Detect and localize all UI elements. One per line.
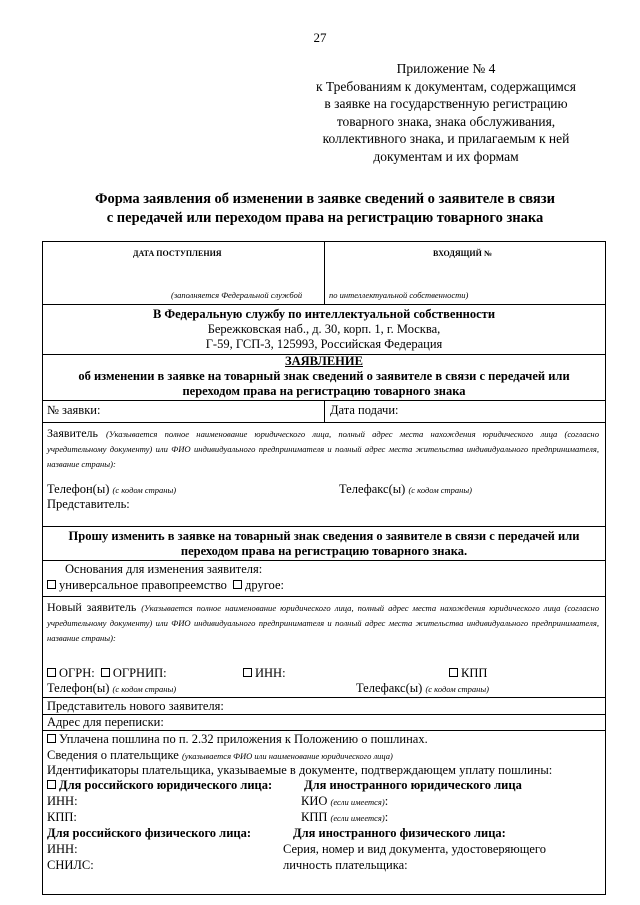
fax-note: (с кодом страны) <box>425 684 489 694</box>
inn-field <box>243 666 286 681</box>
foreign-legal-entity-label: Для иностранного юридического лица <box>304 778 522 792</box>
phone-note: (с кодом страны) <box>112 684 177 694</box>
phone-note: (с кодом страны) <box>112 485 177 495</box>
universal-succession-label: универсальное правопреемство <box>59 578 227 592</box>
ru-individual-label: Для российского физического лица: <box>47 826 252 840</box>
kpp-label: КПП <box>461 666 488 680</box>
grounds-title: Основания для изменения заявителя: <box>65 562 263 576</box>
snils-field[interactable]: СНИЛС: <box>47 858 94 872</box>
grounds-options <box>47 578 284 593</box>
ogrnip-label: ОГРНИП: <box>112 666 167 680</box>
statement-subtitle: об изменении в заявке на товарный знак сведений о заявителе в связи с передачей или <box>78 369 570 383</box>
new-representative-field[interactable]: Представитель нового заявителя: <box>47 699 224 713</box>
kio-field[interactable]: КИО (если имеется): <box>301 794 389 808</box>
form-title <box>40 190 610 228</box>
new-applicant-fax-field[interactable] <box>356 681 489 697</box>
recipient-title: В Федеральную службу по интеллектуальной собственности <box>152 307 496 321</box>
inn-label: ИНН: <box>255 666 286 680</box>
ru-legal-entity-checkbox[interactable] <box>47 780 56 789</box>
kio-note: (если имеется) <box>330 797 385 807</box>
ru-legal-entity-label: Для российского юридического лица: <box>59 778 273 792</box>
new-applicant-note: (Указывается полное наименование юридического лица, полный адрес места нахождения юридического лица (согласно учредительному документу) или ФИО индивидуального предпринимателя и полный адрес места жительства индивидуального предпринимателя, название страны): <box>47 603 599 643</box>
appendix-title: Приложение № 4 <box>396 61 496 76</box>
appendix-line: товарного знака, знака обслуживания, <box>336 113 556 129</box>
divider <box>43 560 605 561</box>
recipient-address-line: Бережковская наб., д. 30, корп. 1, г. Москва, <box>207 322 441 336</box>
ru-legal-entity-option <box>47 778 272 793</box>
kpp-checkbox[interactable] <box>449 668 458 677</box>
form-title-line: с передачей или переходом права на регистрацию товарного знака <box>106 210 544 226</box>
correspondence-address-field[interactable]: Адрес для переписки: <box>47 715 164 729</box>
page-number: 27 <box>313 30 327 45</box>
fee-paid-option <box>47 732 428 747</box>
foreign-individual-label: Для иностранного физического лица: <box>293 826 506 840</box>
ogrnip-checkbox[interactable] <box>101 668 110 677</box>
payer-inn-field[interactable]: ИНН: <box>47 794 78 808</box>
applicant-note: (Указывается полное наименование юридического лица, полный адрес места нахождения юридического лица (согласно учредительному документу) или ФИО индивидуального предпринимателя и полный адрес места жительства индивидуального предпринимателя, название страны): <box>47 429 599 469</box>
payer-info-label: Сведения о плательщике <box>47 748 179 762</box>
fee-paid-checkbox[interactable] <box>47 734 56 743</box>
id-document-field-cont[interactable]: личность плательщика: <box>283 858 408 872</box>
divider <box>43 697 605 698</box>
other-grounds-label[interactable]: другое: <box>245 578 284 592</box>
service-note-right: по интеллектуальной собственности) <box>329 290 469 300</box>
divider <box>43 526 605 527</box>
kpp-field <box>449 666 487 681</box>
divider <box>43 304 605 305</box>
new-applicant-field[interactable] <box>47 600 599 645</box>
fax-label: Телефакс(ы) <box>356 681 423 695</box>
universal-succession-checkbox[interactable] <box>47 580 56 589</box>
inn-checkbox[interactable] <box>243 668 252 677</box>
filing-date-field[interactable]: Дата подачи: <box>330 403 399 417</box>
phone-label: Телефон(ы) <box>47 482 110 496</box>
ogrn-label: ОГРН: <box>59 666 95 680</box>
foreign-kpp-label: КПП <box>301 810 328 824</box>
divider <box>43 596 605 597</box>
recipient-address-line: Г-59, ГСП-3, 125993, Российская Федерация <box>205 337 443 351</box>
appendix-line: документам и их формам <box>373 148 519 164</box>
new-applicant-phone-field[interactable] <box>47 681 176 697</box>
application-number-field[interactable]: № заявки: <box>47 403 101 417</box>
applicant-field[interactable] <box>47 426 599 471</box>
payer-info-field[interactable] <box>47 748 393 764</box>
fee-paid-label: Уплачена пошлина по п. 2.32 приложения к Положению о пошлинах. <box>59 732 428 746</box>
payer-info-note: (указывается ФИО или наименование юридического лица) <box>181 751 393 761</box>
request-text: Прошу изменить в заявке на товарный знак сведения о заявителе в связи с передачей или <box>68 529 580 543</box>
fax-label: Телефакс(ы) <box>339 482 406 496</box>
form-title-line: Форма заявления об изменении в заявке сведений о заявителе в связи <box>95 191 555 207</box>
column-divider <box>324 400 325 422</box>
new-applicant-label: Новый заявитель <box>47 600 137 614</box>
appendix-line: в заявке на государственную регистрацию <box>324 96 568 111</box>
column-divider <box>324 242 325 304</box>
appendix-line: к Требованиям к документам, содержащимся <box>315 78 577 94</box>
payer-identifiers-label: Идентификаторы плательщика, указываемые в документе, подтверждающем уплату пошлины: <box>47 763 553 777</box>
applicant-fax-field[interactable] <box>339 482 472 498</box>
kio-label: КИО <box>301 794 328 808</box>
incoming-number-label: ВХОДЯЩИЙ № <box>433 249 492 258</box>
fax-note: (с кодом страны) <box>408 485 472 495</box>
divider <box>43 422 605 423</box>
applicant-label: Заявитель <box>47 426 98 440</box>
ogrn-field <box>47 666 167 681</box>
id-document-field[interactable]: Серия, номер и вид документа, удостоверяющего <box>283 842 546 856</box>
appendix-line: коллективного знака, и прилагаемым к ней <box>322 131 570 146</box>
other-grounds-checkbox[interactable] <box>233 580 242 589</box>
date-received-label: ДАТА ПОСТУПЛЕНИЯ <box>133 249 222 258</box>
request-text: переходом права на регистрацию товарного знака. <box>180 544 468 558</box>
individual-inn-field[interactable]: ИНН: <box>47 842 78 856</box>
appendix-header <box>296 60 596 165</box>
applicant-phone-field[interactable] <box>47 482 176 498</box>
statement-title: ЗАЯВЛЕНИЕ <box>285 354 363 368</box>
service-note-left: (заполняется Федеральной службой <box>171 290 303 300</box>
statement-subtitle: переходом права на регистрацию товарного знака <box>182 384 466 398</box>
ogrn-checkbox[interactable] <box>47 668 56 677</box>
divider <box>43 730 605 731</box>
foreign-kpp-note: (если имеется) <box>330 813 385 823</box>
phone-label: Телефон(ы) <box>47 681 110 695</box>
foreign-kpp-field[interactable]: КПП (если имеется): <box>301 810 389 824</box>
application-form <box>42 241 606 895</box>
representative-field[interactable]: Представитель: <box>47 497 130 511</box>
payer-kpp-field[interactable]: КПП: <box>47 810 77 824</box>
